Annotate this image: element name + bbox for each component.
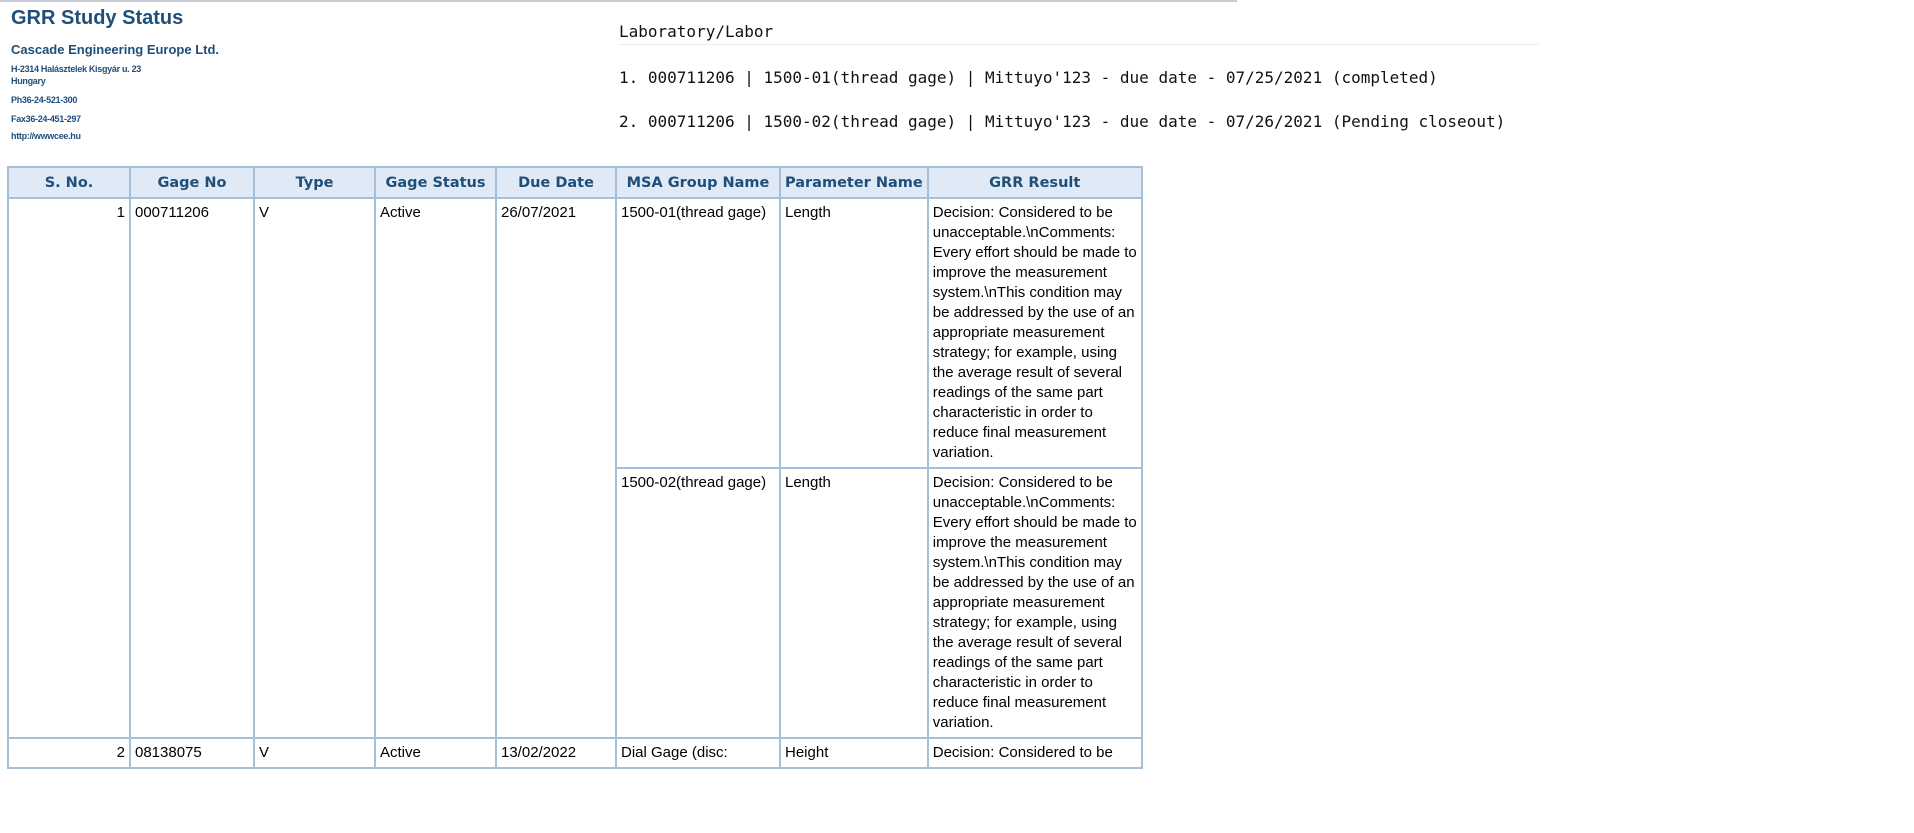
cell-grr-result: Decision: Considered to be unacceptable.\nComments: Every effort should be made to improve the measurement system.\nThis condition may be addressed by the use of an appropriate measurement strategy; for example, using the average result of several readings of the same part characteristic in order to reduce final measurement variation. xyxy=(928,468,1142,738)
column-header-due-date[interactable]: Due Date xyxy=(496,167,616,198)
cell-parameter: Length xyxy=(780,198,928,468)
cell-parameter: Height xyxy=(780,738,928,768)
cell-gage-status: Active xyxy=(375,738,496,768)
cell-due-date: 26/07/2021 xyxy=(496,198,616,738)
cell-sno: 2 xyxy=(8,738,130,768)
company-address-line2: Hungary xyxy=(11,76,46,86)
cell-msa-group: 1500-02(thread gage) xyxy=(616,468,780,738)
lab-note-item: 2. 000711206 | 1500-02(thread gage) | Mittuyo'123 - due date - 07/26/2021 (Pending closeout) xyxy=(619,112,1506,131)
company-address-line1: H-2314 Halásztelek Kisgyár u. 23 xyxy=(11,64,141,74)
cell-grr-result: Decision: Considered to be unacceptable.\nComments: Every effort should be made to improve the measurement system.\nThis condition may be addressed by the use of an appropriate measurement strategy; for example, using the average result of several readings of the same part characteristic in order to reduce final measurement variation. xyxy=(928,198,1142,468)
cell-parameter: Length xyxy=(780,468,928,738)
lab-note-item: 1. 000711206 | 1500-01(thread gage) | Mittuyo'123 - due date - 07/25/2021 (completed) xyxy=(619,68,1438,87)
company-website-link[interactable]: http://wwwcee.hu xyxy=(11,131,81,141)
company-phone: Ph36-24-521-300 xyxy=(11,95,78,105)
company-name: Cascade Engineering Europe Ltd. xyxy=(11,42,220,57)
cell-grr-result: Decision: Considered to be xyxy=(928,738,1142,768)
company-fax: Fax36-24-451-297 xyxy=(11,114,81,124)
cell-msa-group: Dial Gage (disc: xyxy=(616,738,780,768)
column-header-sno[interactable]: S. No. xyxy=(8,167,130,198)
lab-notes xyxy=(619,21,1539,133)
cell-type: V xyxy=(254,738,375,768)
lab-notes-title: Laboratory/Labor xyxy=(619,21,1539,45)
table-row xyxy=(8,198,1142,468)
cell-due-date: 13/02/2022 xyxy=(496,738,616,768)
cell-gage-no: 08138075 xyxy=(130,738,254,768)
column-header-gage-no[interactable]: Gage No xyxy=(130,167,254,198)
cell-gage-no: 000711206 xyxy=(130,198,254,738)
cell-gage-status: Active xyxy=(375,198,496,738)
cell-sno: 1 xyxy=(8,198,130,738)
report-header xyxy=(11,6,219,142)
cell-type: V xyxy=(254,198,375,738)
cell-msa-group: 1500-01(thread gage) xyxy=(616,198,780,468)
column-header-type[interactable]: Type xyxy=(254,167,375,198)
table-row xyxy=(8,738,1142,768)
table-header-row xyxy=(8,167,1142,198)
grr-status-table xyxy=(7,166,1143,769)
column-header-msa-group[interactable]: MSA Group Name xyxy=(616,167,780,198)
top-divider xyxy=(0,0,1237,2)
column-header-parameter[interactable]: Parameter Name xyxy=(780,167,928,198)
report-title: GRR Study Status xyxy=(11,7,184,29)
column-header-grr-result[interactable]: GRR Result xyxy=(928,167,1142,198)
column-header-gage-status[interactable]: Gage Status xyxy=(375,167,496,198)
